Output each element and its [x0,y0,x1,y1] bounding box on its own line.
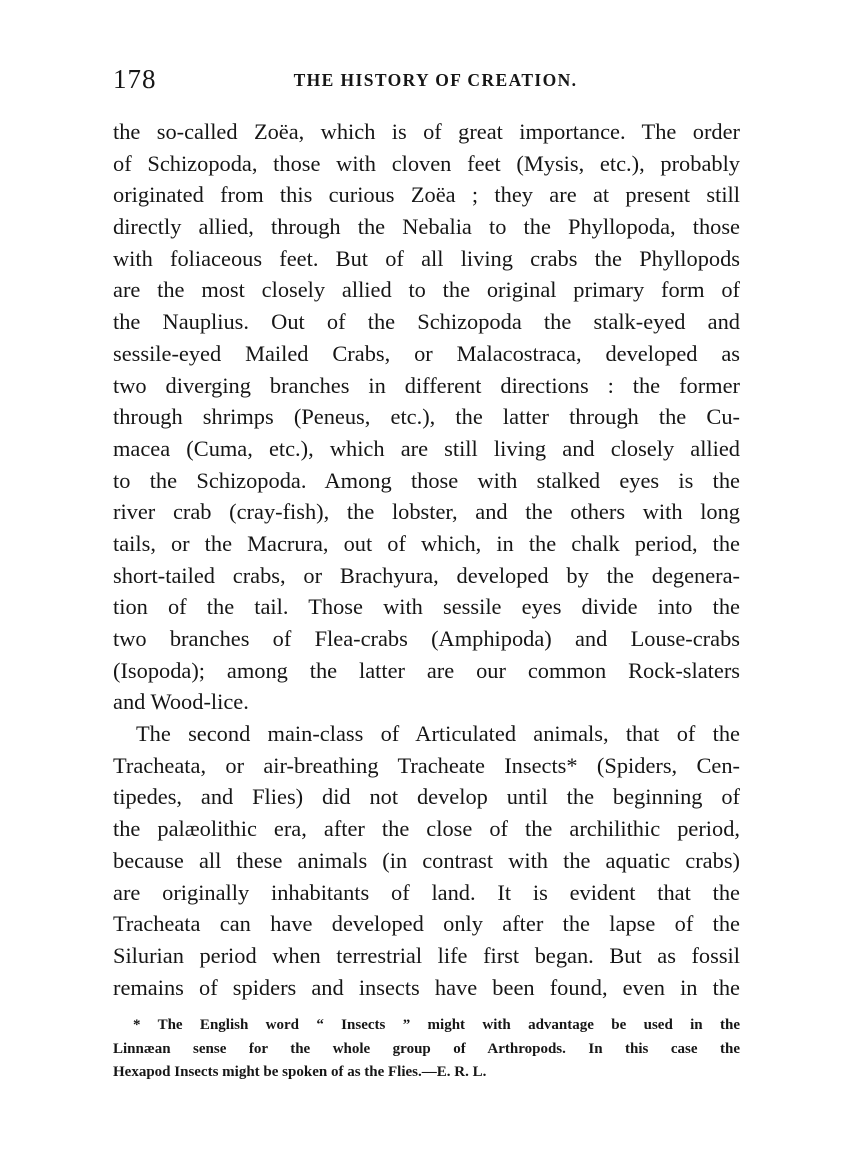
text-line: are the most closely allied to the original primary form of [113,277,740,303]
text-line: tails, or the Macrura, out of which, in the chalk period, the [113,530,740,556]
text-line: because all these animals (in contrast with the aquatic crabs) [113,847,740,873]
text-line: tipedes, and Flies) did not develop until the beginning of [113,784,740,810]
text-line: The second main-class of Articulated animals, that of the [136,721,740,747]
text-line: Tracheata, or air-breathing Tracheate Insects* (Spiders, Cen- [113,752,740,778]
footnote-line: * The English word “ Insects ” might with advantage be used in the [133,1017,740,1033]
text-line: the palæolithic era, after the close of the archilithic period, [113,816,740,842]
text-line: and Wood-lice. [113,689,249,715]
text-line: the so-called Zoëa, which is of great importance. The order [113,119,740,144]
text-line: are originally inhabitants of land. It is evident that the [113,879,740,905]
footnote-line: Hexapod Insects might be spoken of as the Flies.—E. R. L. [113,1064,487,1080]
text-line: directly allied, through the Nebalia to the Phyllopoda, those [113,214,740,240]
text-line: Tracheata can have developed only after the lapse of the [113,911,740,937]
paragraph-crustacea [113,116,740,718]
footnote-line: Linnæan sense for the whole group of Arthropods. In this case the [113,1040,740,1057]
text-line: river crab (cray-fish), the lobster, and the others with long [113,499,740,525]
text-line: to the Schizopoda. Among those with stalked eyes is the [113,467,740,493]
text-line: the Nauplius. Out of the Schizopoda the stalk-eyed and [113,309,740,335]
paragraph-tracheata [113,718,740,1003]
running-head [113,62,740,96]
text-line: macea (Cuma, etc.), which are still living and closely allied [113,435,740,461]
page-number: 178 [113,64,157,94]
text-line: Silurian period when terrestrial life first began. But as fossil [113,942,740,968]
text-line: sessile-eyed Mailed Crabs, or Malacostraca, developed as [113,340,740,366]
text-line: of Schizopoda, those with cloven feet (Mysis, etc.), probably [113,150,740,176]
text-line: through shrimps (Peneus, etc.), the latter through the Cu- [113,404,740,430]
footnote [113,1014,740,1085]
text-line: tion of the tail. Those with sessile eyes divide into the [113,594,740,620]
text-line: short-tailed crabs, or Brachyura, developed by the degenera- [113,562,740,588]
body-text [113,116,740,1003]
text-line: originated from this curious Zoëa ; they are at present still [113,182,740,208]
text-line: with foliaceous feet. But of all living crabs the Phyllopods [113,245,740,271]
text-line: two branches of Flea-crabs (Amphipoda) and Louse-crabs [113,626,740,651]
running-title: THE HISTORY OF CREATION. [293,70,578,90]
text-line: two diverging branches in different directions : the former [113,372,740,398]
text-line: remains of spiders and insects have been found, even in the [113,974,740,1000]
text-line: (Isopoda); among the latter are our common Rock-slaters [113,657,740,683]
